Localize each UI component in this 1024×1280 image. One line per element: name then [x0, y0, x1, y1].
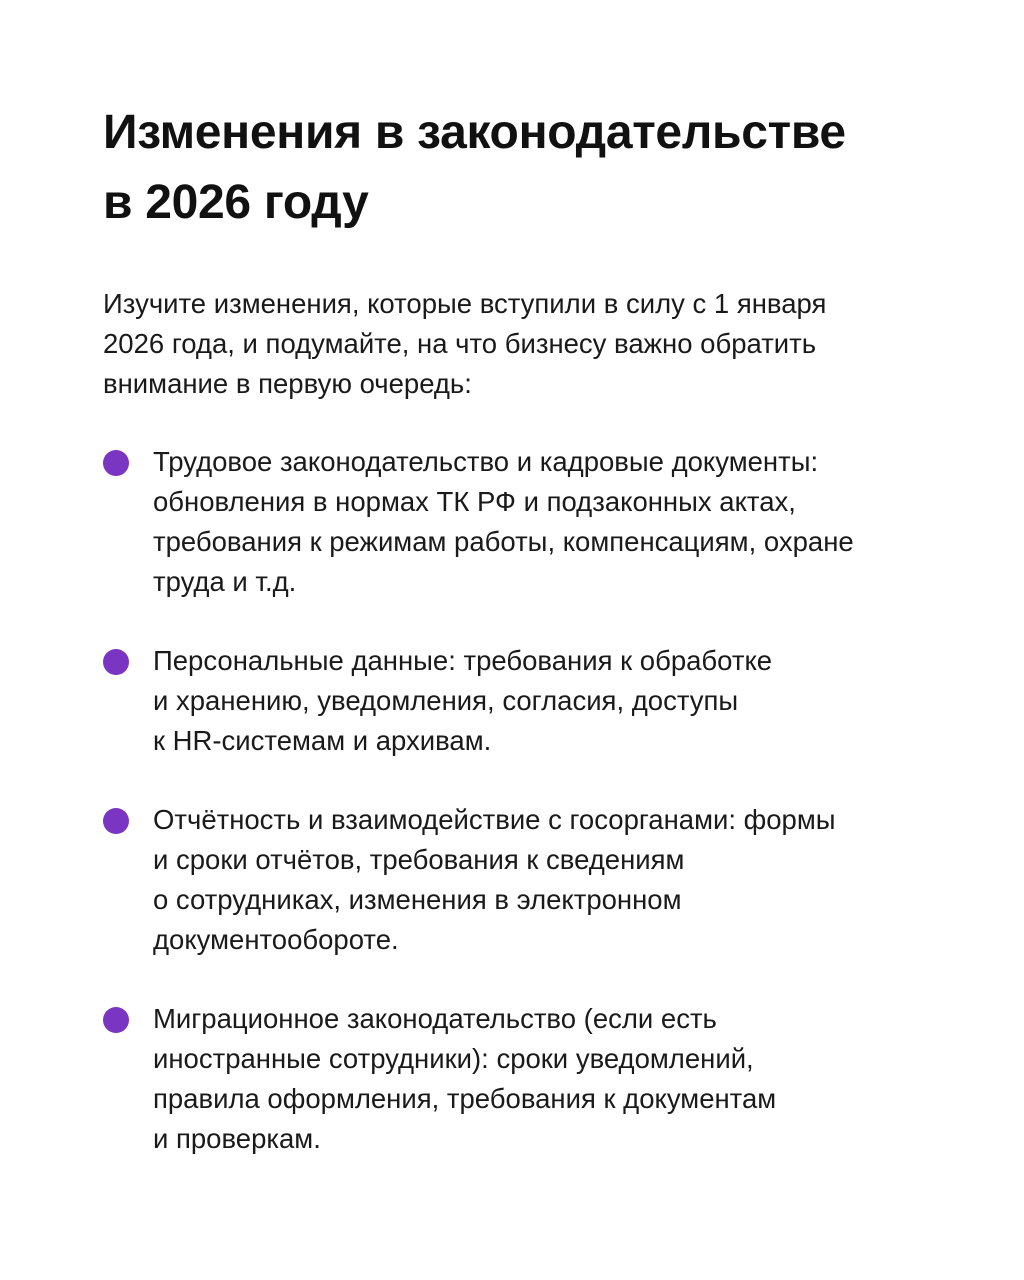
bullet-line: обновления в нормах ТК РФ и подзаконных актах, [153, 486, 796, 517]
bullet-line: труда и т.д. [153, 566, 297, 597]
bullet-line: и проверкам. [153, 1123, 321, 1154]
bullet-item-reporting [103, 800, 924, 960]
intro-line: Изучите изменения, которые вступили в силу с 1 января [103, 288, 827, 319]
bullet-text [153, 641, 924, 761]
intro-paragraph [103, 284, 924, 404]
bullet-list [103, 442, 924, 1159]
bullet-dot-icon [103, 1007, 129, 1033]
page-title [103, 98, 924, 238]
intro-line: внимание в первую очередь: [103, 368, 472, 399]
bullet-line: и хранению, уведомления, согласия, доступы [153, 685, 739, 716]
bullet-line: иностранные сотрудники): сроки уведомлений, [153, 1043, 754, 1074]
title-line: Изменения в законодательстве [103, 106, 846, 159]
intro-line: 2026 года, и подумайте, на что бизнесу важно обратить [103, 328, 817, 359]
bullet-dot-icon [103, 450, 129, 476]
bullet-line: Персональные данные: требования к обработке [153, 645, 773, 676]
bullet-line: Отчётность и взаимодействие с госорганами: формы [153, 804, 836, 835]
bullet-text [153, 999, 924, 1159]
bullet-item-labor-law [103, 442, 924, 602]
bullet-item-personal-data [103, 641, 924, 761]
bullet-line: о сотрудниках, изменения в электронном [153, 884, 682, 915]
bullet-line: требования к режимам работы, компенсациям, охране [153, 526, 854, 557]
bullet-line: документообороте. [153, 924, 399, 955]
title-line: в 2026 году [103, 176, 369, 229]
bullet-dot-icon [103, 649, 129, 675]
bullet-line: Трудовое законодательство и кадровые документы: [153, 446, 819, 477]
bullet-line: правила оформления, требования к документам [153, 1083, 777, 1114]
bullet-dot-icon [103, 808, 129, 834]
bullet-line: и сроки отчётов, требования к сведениям [153, 844, 685, 875]
bullet-line: к HR-системам и архивам. [153, 725, 492, 756]
bullet-text [153, 442, 924, 602]
bullet-line: Миграционное законодательство (если есть [153, 1003, 717, 1034]
bullet-text [153, 800, 924, 960]
bullet-item-migration [103, 999, 924, 1159]
